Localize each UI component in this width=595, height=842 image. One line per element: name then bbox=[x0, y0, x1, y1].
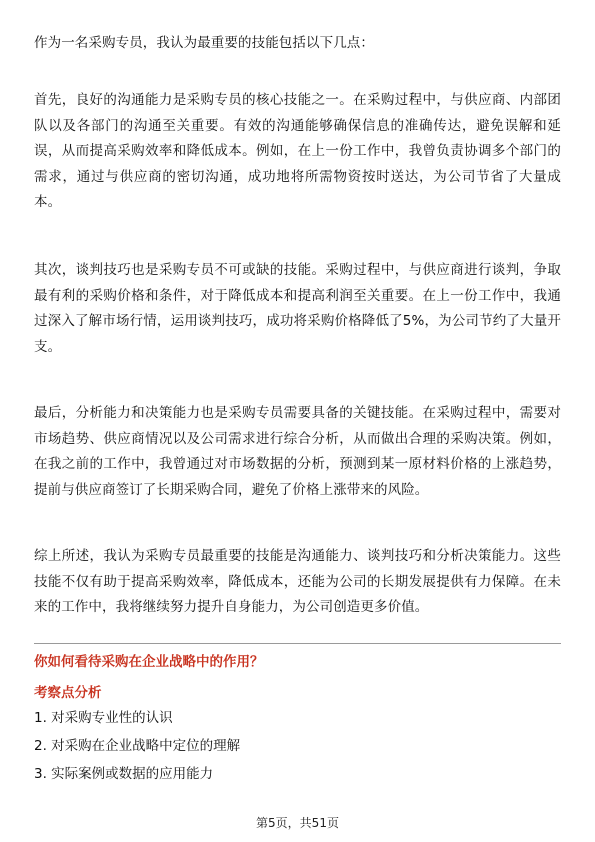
paragraph-analysis: 最后，分析能力和决策能力也是采购专员需要具备的关键技能。在采购过程中，需要对市场趋势、供应商情况以及公司需求进行综合分析，从而做出合理的采购决策。例如，在我之前的工作中，我曾通过对市场数据的分析，预测到某一原材料价格的上涨趋势，提前与供应商签订了长期采购合同，避免了价格上涨带来的风险。 bbox=[34, 405, 561, 498]
analysis-point: 2. 对采购在企业战略中定位的理解 bbox=[34, 738, 241, 754]
analysis-point: 3. 实际案例或数据的应用能力 bbox=[34, 766, 214, 782]
intro-text: 作为一名采购专员，我认为最重要的技能包括以下几点： bbox=[34, 35, 374, 51]
page-number-footer: 第5页，共51页 bbox=[256, 816, 339, 830]
analysis-point: 1. 对采购专业性的认识 bbox=[34, 710, 173, 726]
paragraph-negotiation: 其次，谈判技巧也是采购专员不可或缺的技能。采购过程中，与供应商进行谈判，争取最有利的采购价格和条件，对于降低成本和提高利润至关重要。在上一份工作中，我通过深入了解市场行情，运用谈判技巧，成功将采购价格降低了5%，为公司节约了大量开支。 bbox=[34, 262, 561, 355]
paragraph-summary: 综上所述，我认为采购专员最重要的技能是沟通能力、谈判技巧和分析决策能力。这些技能不仅有助于提高采购效率，降低成本，还能为公司的长期发展提供有力保障。在未来的工作中，我将继续努力提升自身能力，为公司创造更多价值。 bbox=[34, 548, 561, 615]
analysis-heading: 考察点分析 bbox=[34, 685, 102, 701]
paragraph-communication: 首先，良好的沟通能力是采购专员的核心技能之一。在采购过程中，与供应商、内部团队以及各部门的沟通至关重要。有效的沟通能够确保信息的准确传达，避免误解和延误，从而提高采购效率和降低成本。例如，在上一份工作中，我曾负责协调多个部门的需求，通过与供应商的密切沟通，成功地将所需物资按时送达，为公司节省了大量成本。 bbox=[34, 92, 561, 210]
question-heading: 你如何看待采购在企业战略中的作用？ bbox=[34, 654, 264, 670]
section-divider bbox=[34, 643, 561, 644]
